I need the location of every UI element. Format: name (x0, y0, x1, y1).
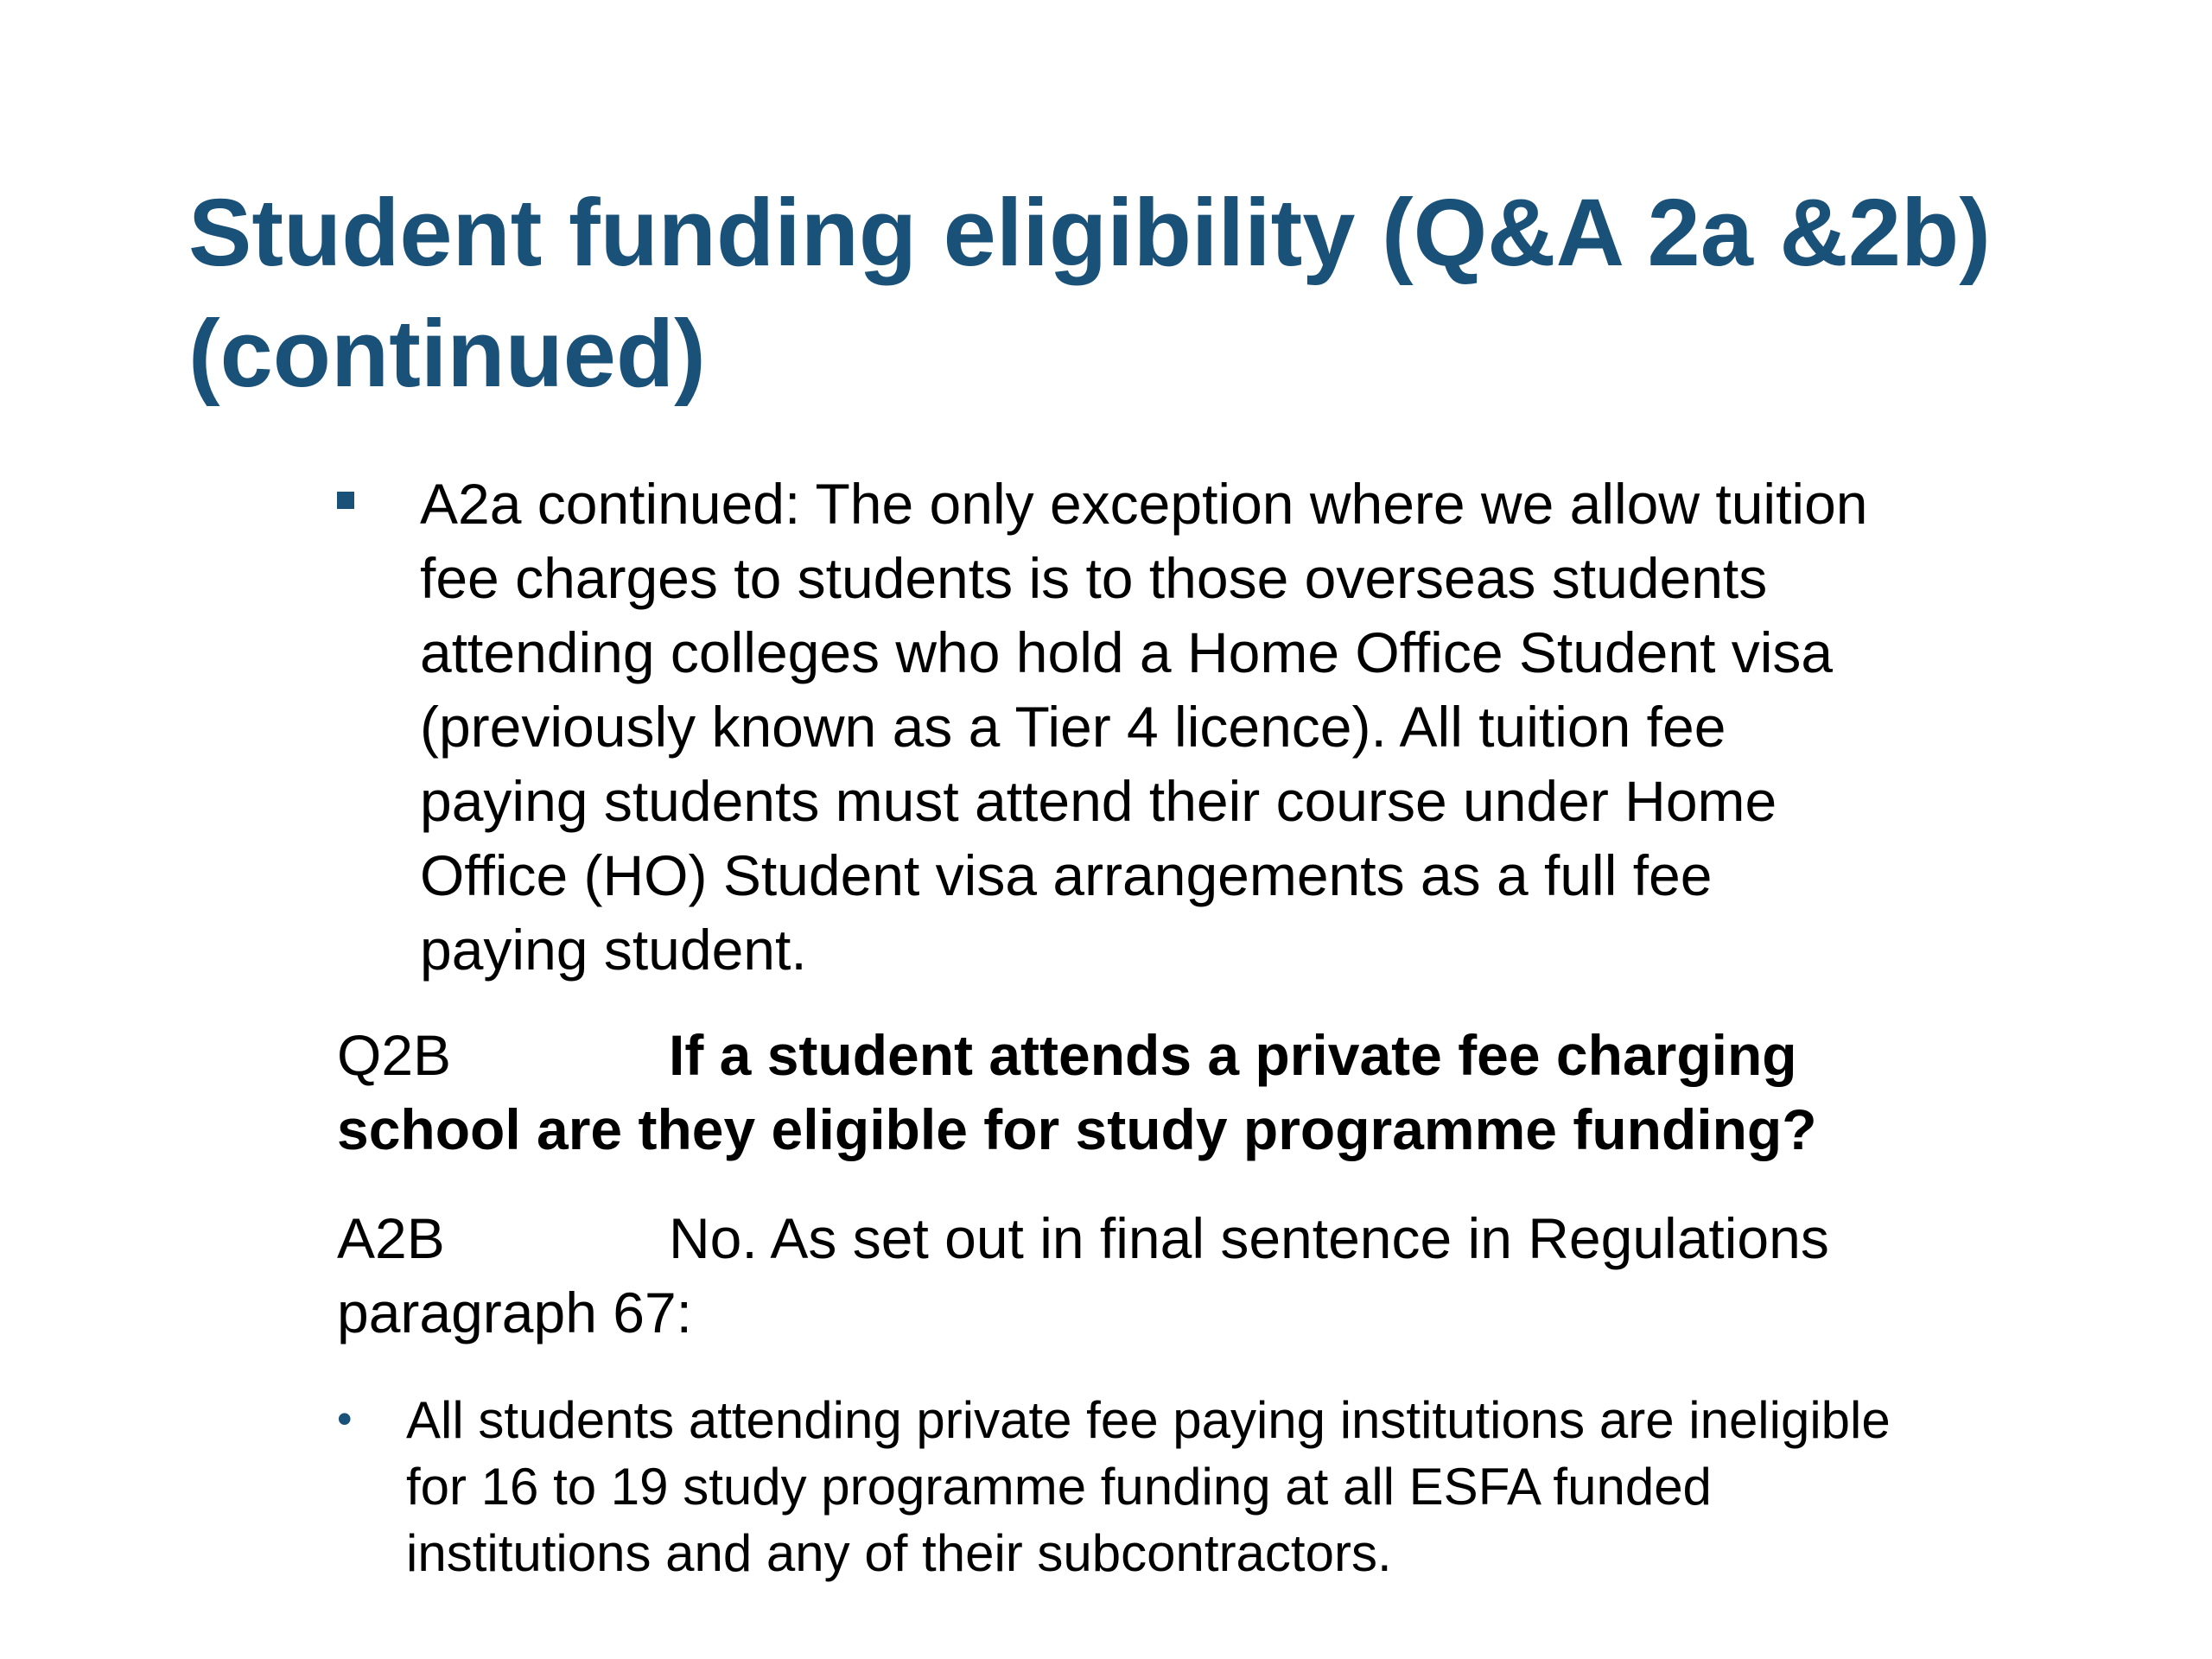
a2a-line: Office (HO) Student visa arrangements as a full fee (420, 843, 1713, 907)
dot-bullet-icon: • (337, 1395, 353, 1443)
a2a-line: paying student. (420, 918, 807, 982)
title-line: Student funding eligibility (Q&A 2a &2b) (188, 180, 1991, 286)
a2a-line: paying students must attend their course under Home (420, 769, 1777, 833)
regulation-line: All students attending private fee paying institutions are ineligible (406, 1391, 1891, 1449)
a2a-line: fee charges to students is to those overseas students (420, 546, 1768, 610)
a2a-line: (previously known as a Tier 4 licence). All tuition fee (420, 695, 1726, 759)
answer-a2b (337, 1201, 2065, 1350)
slide-title (188, 173, 2158, 415)
title-line: (continued) (188, 301, 706, 407)
a2b-answer-line: No. As set out in final sentence in Regulations (669, 1206, 1829, 1270)
regulation-line: for 16 to 19 study programme funding at all ESFA funded (406, 1458, 1712, 1516)
q2b-question-line: If a student attends a private fee charging (669, 1023, 1797, 1087)
a2a-text (420, 467, 2053, 987)
square-bullet-icon (337, 492, 354, 509)
a2a-line: A2a continued: The only exception where we allow tuition (420, 472, 1868, 536)
a2b-answer-line: paragraph 67: (337, 1281, 692, 1344)
a2b-label: A2B (337, 1206, 445, 1270)
q2b-question-line: school are they eligible for study programme funding? (337, 1097, 1817, 1161)
a2a-line: attending colleges who hold a Home Office Student visa (420, 620, 1834, 684)
regulation-text (406, 1387, 2117, 1586)
question-q2b (337, 1018, 2065, 1166)
regulation-line: institutions and any of their subcontractors. (406, 1524, 1392, 1582)
q2b-label: Q2B (337, 1023, 452, 1087)
